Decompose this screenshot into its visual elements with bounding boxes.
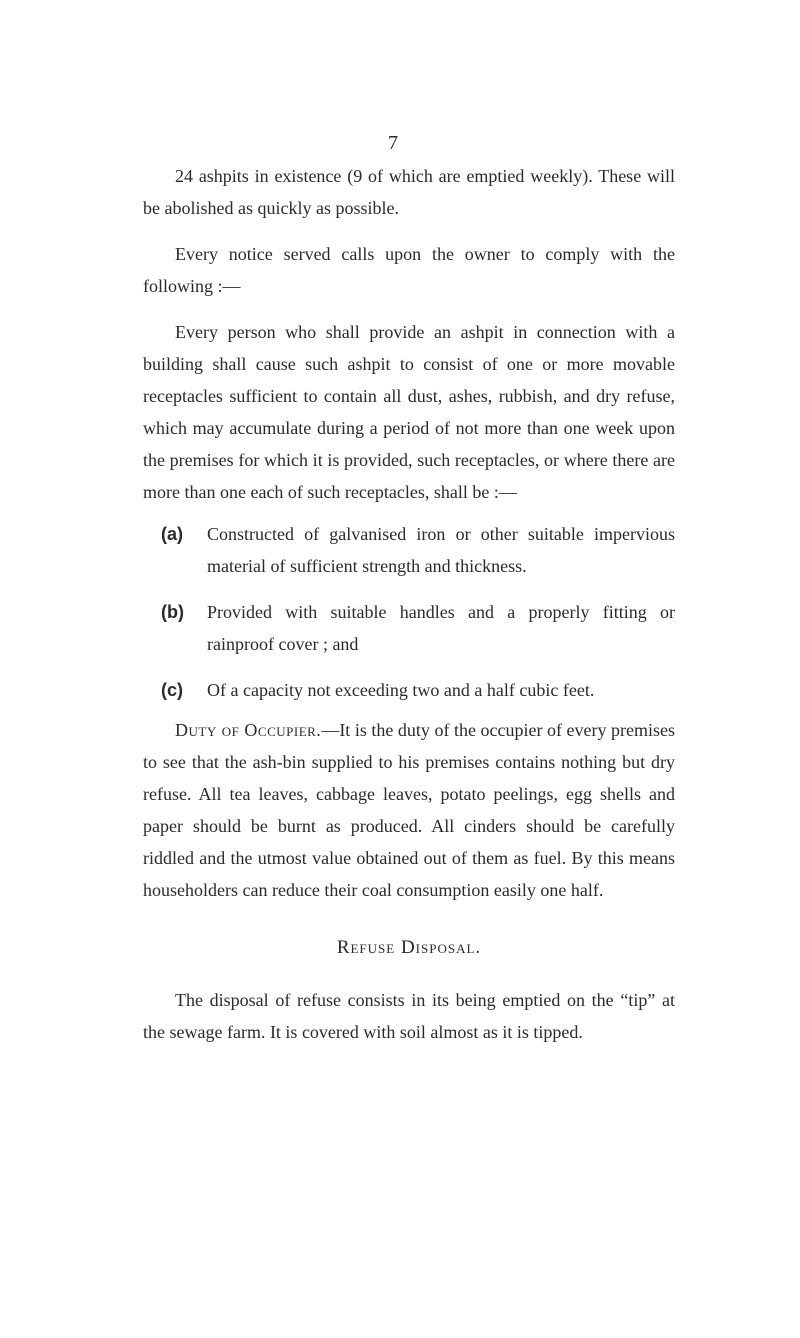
page-number: 7 xyxy=(388,132,399,154)
duty-text: —It is the duty of the occupier of every premises to see that the ash-bin supplied to his premises contains nothing but dry refuse. All tea leaves, cabbage leaves, potato peelings, egg shells and paper should be burnt as produced. All cinders should be carefully riddled and the utmost value obtained out of them as fuel. By this means householders can reduce their coal consumption easily one half. xyxy=(143,720,676,900)
ashpits-paragraph: 24 ashpits in existence (9 of which are emptied weekly). These will be abolished as quickly as possible. xyxy=(143,166,675,218)
list-item-text: Of a capacity not exceeding two and a half cubic feet. xyxy=(207,680,595,700)
section-heading: Refuse Disposal. xyxy=(336,937,482,958)
list-marker: (a) xyxy=(161,524,183,544)
requirement-paragraph: Every person who shall provide an ashpit in connection with a building shall cause such ashpit to consist of one or more movable receptacles sufficient to contain all dust, ashes, rubbish, and dry refuse, which may accumulate during a period of not more than one week upon the premises for which it is provided, such receptacles, or where there are more than one each of such receptacles, shall be :— xyxy=(143,322,675,502)
list-item xyxy=(143,674,675,706)
list-item xyxy=(143,596,675,660)
document-body xyxy=(143,160,675,1048)
notice-paragraph: Every notice served calls upon the owner to comply with the following :— xyxy=(143,244,675,296)
list-item-text: Provided with suitable handles and a properly fitting or rainproof cover ; and xyxy=(207,602,675,654)
requirements-list xyxy=(143,518,675,706)
list-item xyxy=(143,518,675,582)
list-marker: (b) xyxy=(161,602,184,622)
duty-paragraph xyxy=(143,714,675,906)
duty-lead: Duty of Occupier. xyxy=(175,720,322,740)
list-marker: (c) xyxy=(161,680,183,700)
refuse-paragraph: The disposal of refuse consists in its being emptied on the “tip” at the sewage farm. It is covered with soil almost as it is tipped. xyxy=(143,990,675,1042)
list-item-text: Constructed of galvanised iron or other suitable impervious material of sufficient strength and thickness. xyxy=(207,524,675,576)
